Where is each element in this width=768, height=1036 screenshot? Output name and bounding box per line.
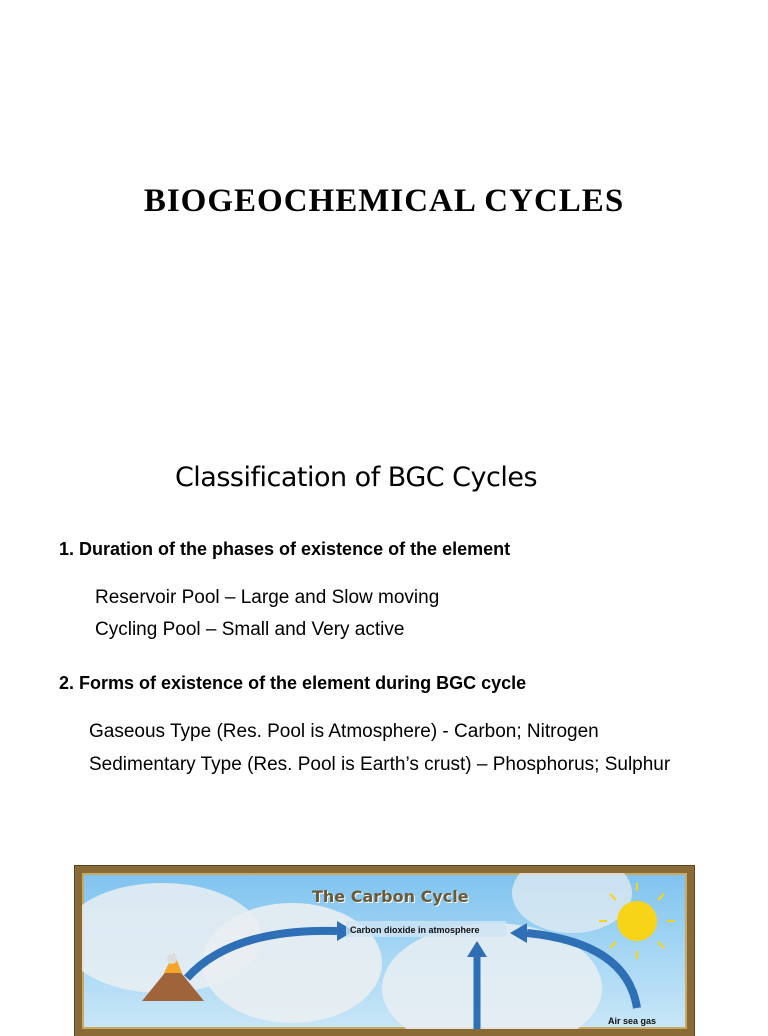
point-1-line-1: Reservoir Pool – Large and Slow moving [95,587,440,608]
co2-label: Carbon dioxide in atmosphere [350,925,480,935]
slide-title: BIOGEOCHEMICAL CYCLES [143,183,625,219]
volcano-icon [142,953,204,1001]
point-2-heading: 2. Forms of existence of the element during BGC cycle [59,673,527,693]
carbon-cycle-diagram [75,866,694,1036]
point-1-line-2: Cycling Pool – Small and Very active [95,619,405,640]
arrowhead [467,941,487,957]
point-2-line-2: Sedimentary Type (Res. Pool is Earth’s crust) – Phosphorus; Sulphur [89,754,671,775]
point-1-heading: 1. Duration of the phases of existence of the element [59,539,511,559]
point-2-line-1: Gaseous Type (Res. Pool is Atmosphere) - Carbon; Nitrogen [89,721,599,742]
air-sea-label: Air sea gas [608,1016,657,1026]
ocean-to-atmosphere-arrow [527,933,637,1008]
arrowhead [510,923,527,943]
sun-icon [599,883,675,959]
section-title: Classification of BGC Cycles [174,462,538,493]
volcano-to-atmosphere-arrow [187,931,337,978]
diagram-title: The Carbon Cycle [312,887,469,906]
